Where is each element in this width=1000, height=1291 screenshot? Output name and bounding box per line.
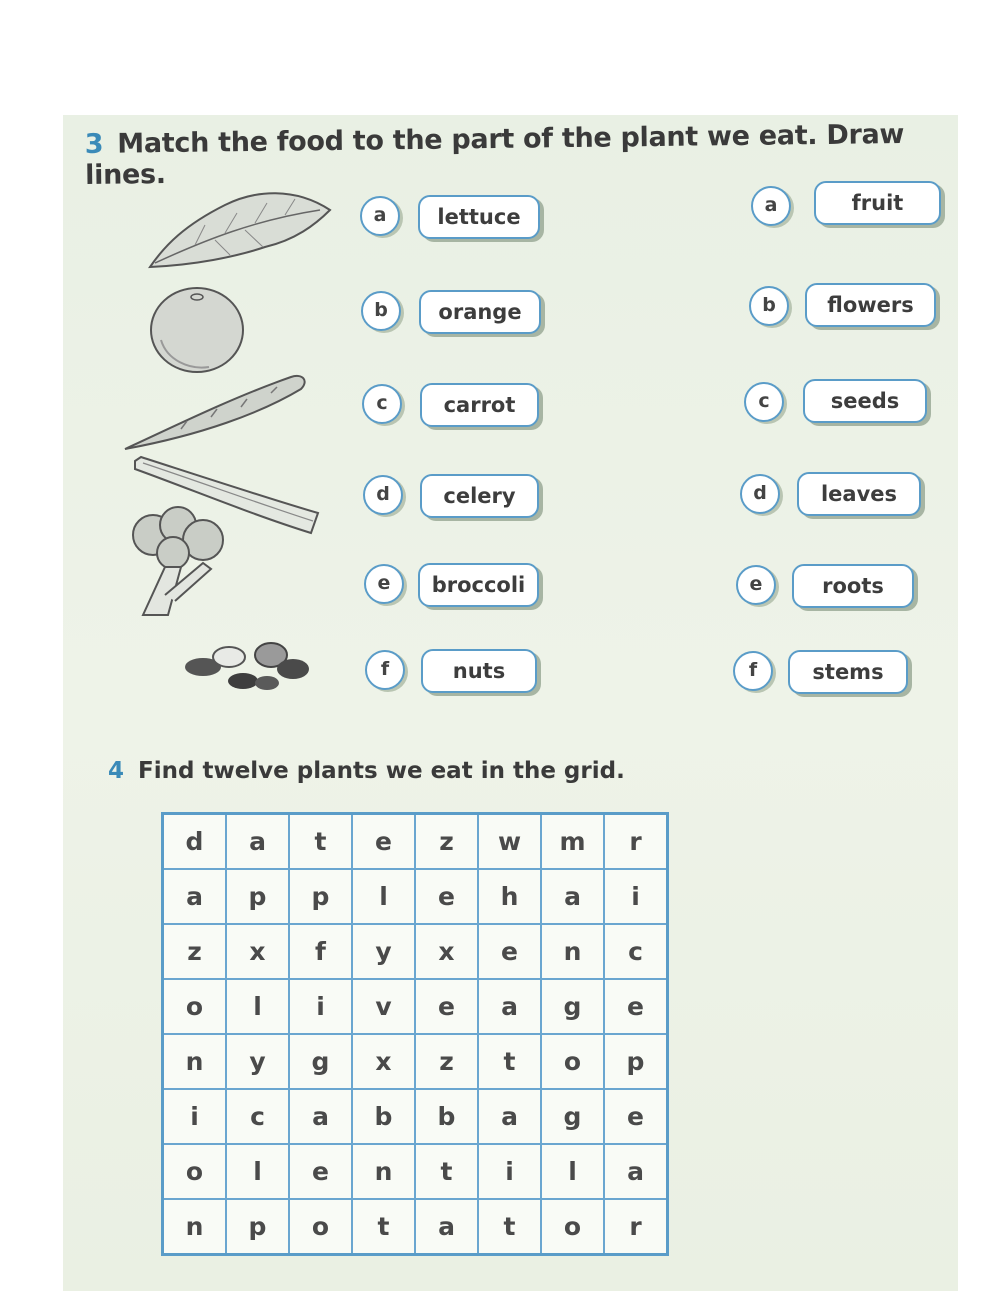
grid-row: [163, 1199, 668, 1255]
grid-cell[interactable]: t: [478, 1199, 541, 1255]
grid-cell[interactable]: l: [541, 1144, 604, 1199]
grid-cell[interactable]: b: [352, 1089, 415, 1144]
grid-cell[interactable]: o: [541, 1034, 604, 1089]
grid-cell[interactable]: i: [163, 1089, 227, 1144]
part-label-flowers: flowers: [805, 283, 936, 327]
grid-cell[interactable]: z: [415, 814, 478, 870]
food-letter-a: a: [360, 196, 400, 236]
grid-cell[interactable]: e: [289, 1144, 352, 1199]
grid-cell[interactable]: x: [415, 924, 478, 979]
grid-cell[interactable]: t: [289, 814, 352, 870]
food-label-carrot: carrot: [420, 383, 539, 427]
part-letter-f: f: [733, 651, 773, 691]
grid-cell[interactable]: p: [289, 869, 352, 924]
grid-cell[interactable]: p: [604, 1034, 668, 1089]
grid-row: [163, 1144, 668, 1199]
grid-cell[interactable]: z: [163, 924, 227, 979]
food-label-orange: orange: [419, 290, 541, 334]
grid-cell[interactable]: a: [604, 1144, 668, 1199]
grid-cell[interactable]: t: [478, 1034, 541, 1089]
grid-cell[interactable]: n: [352, 1144, 415, 1199]
grid-cell[interactable]: a: [478, 979, 541, 1034]
food-letter-c: c: [362, 384, 402, 424]
grid-cell[interactable]: g: [541, 1089, 604, 1144]
grid-cell[interactable]: z: [415, 1034, 478, 1089]
grid-cell[interactable]: v: [352, 979, 415, 1034]
grid-cell[interactable]: a: [415, 1199, 478, 1255]
grid-cell[interactable]: a: [478, 1089, 541, 1144]
food-label-celery: celery: [420, 474, 539, 518]
grid-cell[interactable]: e: [352, 814, 415, 870]
grid-cell[interactable]: g: [289, 1034, 352, 1089]
grid-cell[interactable]: a: [541, 869, 604, 924]
part-label-roots: roots: [792, 564, 914, 608]
grid-cell[interactable]: a: [163, 869, 227, 924]
worksheet-page: [63, 115, 958, 1291]
grid-cell[interactable]: n: [163, 1199, 227, 1255]
grid-cell[interactable]: o: [163, 979, 227, 1034]
grid-cell[interactable]: b: [415, 1089, 478, 1144]
grid-cell[interactable]: d: [163, 814, 227, 870]
word-search-grid: [161, 812, 669, 1256]
carrot-image: [121, 373, 311, 453]
part-label-stems: stems: [788, 650, 908, 694]
food-label-broccoli: broccoli: [418, 563, 539, 607]
lettuce-leaf-image: [145, 185, 335, 275]
part-letter-a: a: [751, 186, 791, 226]
grid-cell[interactable]: a: [226, 814, 289, 870]
orange-image: [149, 285, 249, 375]
grid-row: [163, 814, 668, 870]
nuts-image: [181, 635, 316, 695]
part-label-fruit: fruit: [814, 181, 941, 225]
food-letter-f: f: [365, 650, 405, 690]
grid-cell[interactable]: p: [226, 1199, 289, 1255]
grid-cell[interactable]: f: [289, 924, 352, 979]
part-label-leaves: leaves: [797, 472, 921, 516]
exercise-4-instruction: Find twelve plants we eat in the grid.: [138, 758, 625, 784]
part-letter-b: b: [749, 286, 789, 326]
grid-row: [163, 924, 668, 979]
grid-cell[interactable]: c: [226, 1089, 289, 1144]
grid-cell[interactable]: i: [289, 979, 352, 1034]
broccoli-image: [123, 505, 233, 625]
grid-row: [163, 869, 668, 924]
exercise-4-title: [108, 758, 625, 784]
part-label-seeds: seeds: [803, 379, 927, 423]
grid-cell[interactable]: w: [478, 814, 541, 870]
grid-row: [163, 1034, 668, 1089]
grid-cell[interactable]: r: [604, 1199, 668, 1255]
grid-cell[interactable]: n: [163, 1034, 227, 1089]
food-letter-e: e: [364, 564, 404, 604]
grid-cell[interactable]: y: [352, 924, 415, 979]
grid-cell[interactable]: l: [352, 869, 415, 924]
grid-cell[interactable]: y: [226, 1034, 289, 1089]
part-letter-c: c: [744, 382, 784, 422]
grid-cell[interactable]: h: [478, 869, 541, 924]
grid-cell[interactable]: e: [415, 979, 478, 1034]
grid-cell[interactable]: t: [352, 1199, 415, 1255]
grid-cell[interactable]: m: [541, 814, 604, 870]
food-label-nuts: nuts: [421, 649, 537, 693]
grid-cell[interactable]: x: [226, 924, 289, 979]
food-label-lettuce: lettuce: [418, 195, 540, 239]
grid-row: [163, 1089, 668, 1144]
grid-cell[interactable]: i: [478, 1144, 541, 1199]
part-letter-e: e: [736, 565, 776, 605]
grid-cell[interactable]: o: [289, 1199, 352, 1255]
grid-cell[interactable]: e: [604, 979, 668, 1034]
grid-cell[interactable]: e: [604, 1089, 668, 1144]
food-letter-b: b: [361, 291, 401, 331]
grid-cell[interactable]: i: [604, 869, 668, 924]
grid-cell[interactable]: t: [415, 1144, 478, 1199]
grid-cell[interactable]: l: [226, 979, 289, 1034]
grid-cell[interactable]: e: [415, 869, 478, 924]
grid-cell[interactable]: o: [541, 1199, 604, 1255]
exercise-4-number: 4: [108, 758, 125, 784]
grid-row: [163, 979, 668, 1034]
part-letter-d: d: [740, 474, 780, 514]
grid-cell[interactable]: n: [541, 924, 604, 979]
grid-cell[interactable]: c: [604, 924, 668, 979]
grid-cell[interactable]: p: [226, 869, 289, 924]
grid-cell[interactable]: g: [541, 979, 604, 1034]
grid-cell[interactable]: x: [352, 1034, 415, 1089]
exercise-3-number: 3: [84, 128, 104, 160]
grid-cell[interactable]: e: [478, 924, 541, 979]
food-letter-d: d: [363, 475, 403, 515]
grid-cell[interactable]: a: [289, 1089, 352, 1144]
exercise-3-instruction: Match the food to the part of the plant we eat. Draw lines.: [85, 118, 905, 191]
grid-cell[interactable]: l: [226, 1144, 289, 1199]
grid-cell[interactable]: o: [163, 1144, 227, 1199]
grid-cell[interactable]: r: [604, 814, 668, 870]
